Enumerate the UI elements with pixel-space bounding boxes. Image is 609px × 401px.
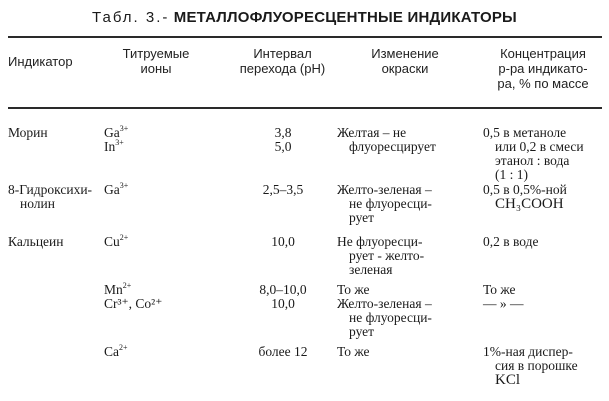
cell-concentration bbox=[483, 183, 567, 211]
header-text: Интервал bbox=[253, 46, 312, 61]
cell-ions bbox=[104, 183, 128, 197]
cell-concentration bbox=[483, 126, 584, 182]
ion-charge: 2+ bbox=[119, 233, 129, 242]
header-ions bbox=[108, 46, 204, 76]
ion-symbol: Cu bbox=[104, 234, 120, 249]
header-color-change bbox=[350, 46, 460, 76]
text-line: этанол : вода bbox=[495, 153, 570, 168]
text-line: рует - желто- bbox=[349, 248, 425, 263]
text-line: То же bbox=[337, 344, 370, 359]
ion-symbol: Ga bbox=[104, 125, 120, 140]
cell-color-change bbox=[337, 283, 370, 297]
text-line: KCl bbox=[495, 372, 521, 388]
cell-concentration bbox=[483, 283, 516, 297]
cell-ions bbox=[104, 345, 128, 359]
ion-charge: 3+ bbox=[119, 181, 129, 190]
text-line: сия в порошке bbox=[495, 358, 578, 373]
header-text: Титруемые bbox=[122, 46, 190, 61]
cell-ph bbox=[228, 297, 338, 311]
header-text: ра, % по массе bbox=[497, 76, 589, 91]
header-text: окраски bbox=[381, 61, 429, 76]
ph-value: 10,0 bbox=[271, 296, 295, 311]
cell-color-change bbox=[337, 235, 424, 277]
text-line: Не флуоресци- bbox=[337, 234, 423, 249]
ph-value: 3,8 bbox=[274, 125, 292, 140]
text-line: не флуоресци- bbox=[349, 310, 432, 325]
header-text: Изменение bbox=[371, 46, 439, 61]
cell-ph bbox=[228, 235, 338, 249]
cell-color-change bbox=[337, 297, 432, 339]
ion-symbol: Ga bbox=[104, 182, 120, 197]
text-line: То же bbox=[483, 282, 516, 297]
cell-ph bbox=[228, 345, 338, 359]
table-title bbox=[0, 9, 609, 26]
header-concentration bbox=[482, 46, 604, 91]
table-number: Табл. 3.- bbox=[92, 9, 170, 26]
header-indicator bbox=[8, 54, 73, 69]
text-line: CH₃COOH bbox=[495, 196, 564, 212]
ion-symbol: Ca bbox=[104, 344, 119, 359]
cell-ions bbox=[104, 126, 128, 154]
cell-concentration bbox=[483, 345, 578, 387]
header-text: перехода (pH) bbox=[239, 61, 326, 76]
cell-concentration bbox=[483, 297, 524, 311]
cell-ions bbox=[104, 235, 128, 249]
text-line: Желтая – не bbox=[337, 125, 407, 140]
text-line: нолин bbox=[20, 196, 55, 211]
text-line: Желто-зеленая – bbox=[337, 182, 432, 197]
cell-indicator bbox=[8, 183, 92, 211]
text-line: или 0,2 в смеси bbox=[495, 139, 584, 154]
cell-ph bbox=[228, 126, 338, 154]
ion-charge: 3+ bbox=[115, 138, 124, 147]
header-ph-interval bbox=[225, 46, 340, 76]
cell-ions bbox=[104, 283, 131, 297]
ph-value: 8,0–10,0 bbox=[259, 282, 307, 297]
header-rule bbox=[8, 107, 602, 109]
ph-value: 10,0 bbox=[271, 234, 295, 249]
text-line: рует bbox=[349, 324, 375, 339]
text-line: (1 : 1) bbox=[495, 167, 528, 182]
ph-value: более 12 bbox=[258, 344, 308, 359]
text-line: Желто-зеленая – bbox=[337, 296, 432, 311]
ion-symbol: Mn bbox=[104, 282, 123, 297]
text-line: — » — bbox=[483, 296, 524, 311]
cell-color-change bbox=[337, 183, 432, 225]
cell-ions: Cr³⁺, Co²⁺ bbox=[104, 296, 163, 311]
text-line: 0,5 в метаноле bbox=[483, 125, 567, 140]
ion-charge: 2+ bbox=[122, 281, 132, 290]
ion-charge: 2+ bbox=[119, 343, 128, 352]
ion-symbol: In bbox=[104, 139, 116, 154]
cell-concentration bbox=[483, 235, 539, 249]
text-line: рует bbox=[349, 210, 375, 225]
ion-charge: 3+ bbox=[119, 124, 129, 133]
header-text: ионы bbox=[140, 61, 172, 76]
text-line: 8-Гидроксихи- bbox=[8, 182, 93, 197]
cell-ph bbox=[228, 183, 338, 197]
text-line: не флуоресци- bbox=[349, 196, 432, 211]
top-rule bbox=[8, 36, 602, 38]
text-line: 0,2 в воде bbox=[483, 234, 539, 249]
text-line: 1%-ная диспер- bbox=[483, 344, 573, 359]
cell-indicator: Кальцеин bbox=[8, 234, 64, 249]
text-line: То же bbox=[337, 282, 370, 297]
text-line: 0,5 в 0,5%-ной bbox=[483, 182, 567, 197]
header-text: Индикатор bbox=[8, 54, 73, 69]
header-text: р-ра индикато- bbox=[498, 61, 588, 76]
cell-indicator: Морин bbox=[8, 125, 48, 140]
text-line: флуоресцирует bbox=[349, 139, 436, 154]
ph-value: 5,0 bbox=[274, 139, 292, 154]
cell-color-change bbox=[337, 345, 370, 359]
cell-color-change bbox=[337, 126, 436, 154]
table-caption: МЕТАЛЛОФЛУОРЕСЦЕНТНЫЕ ИНДИКАТОРЫ bbox=[173, 9, 517, 26]
ph-value: 2,5–3,5 bbox=[262, 182, 304, 197]
header-text: Концентрация bbox=[500, 46, 586, 61]
text-line: зеленая bbox=[349, 262, 393, 277]
cell-ph bbox=[228, 283, 338, 297]
